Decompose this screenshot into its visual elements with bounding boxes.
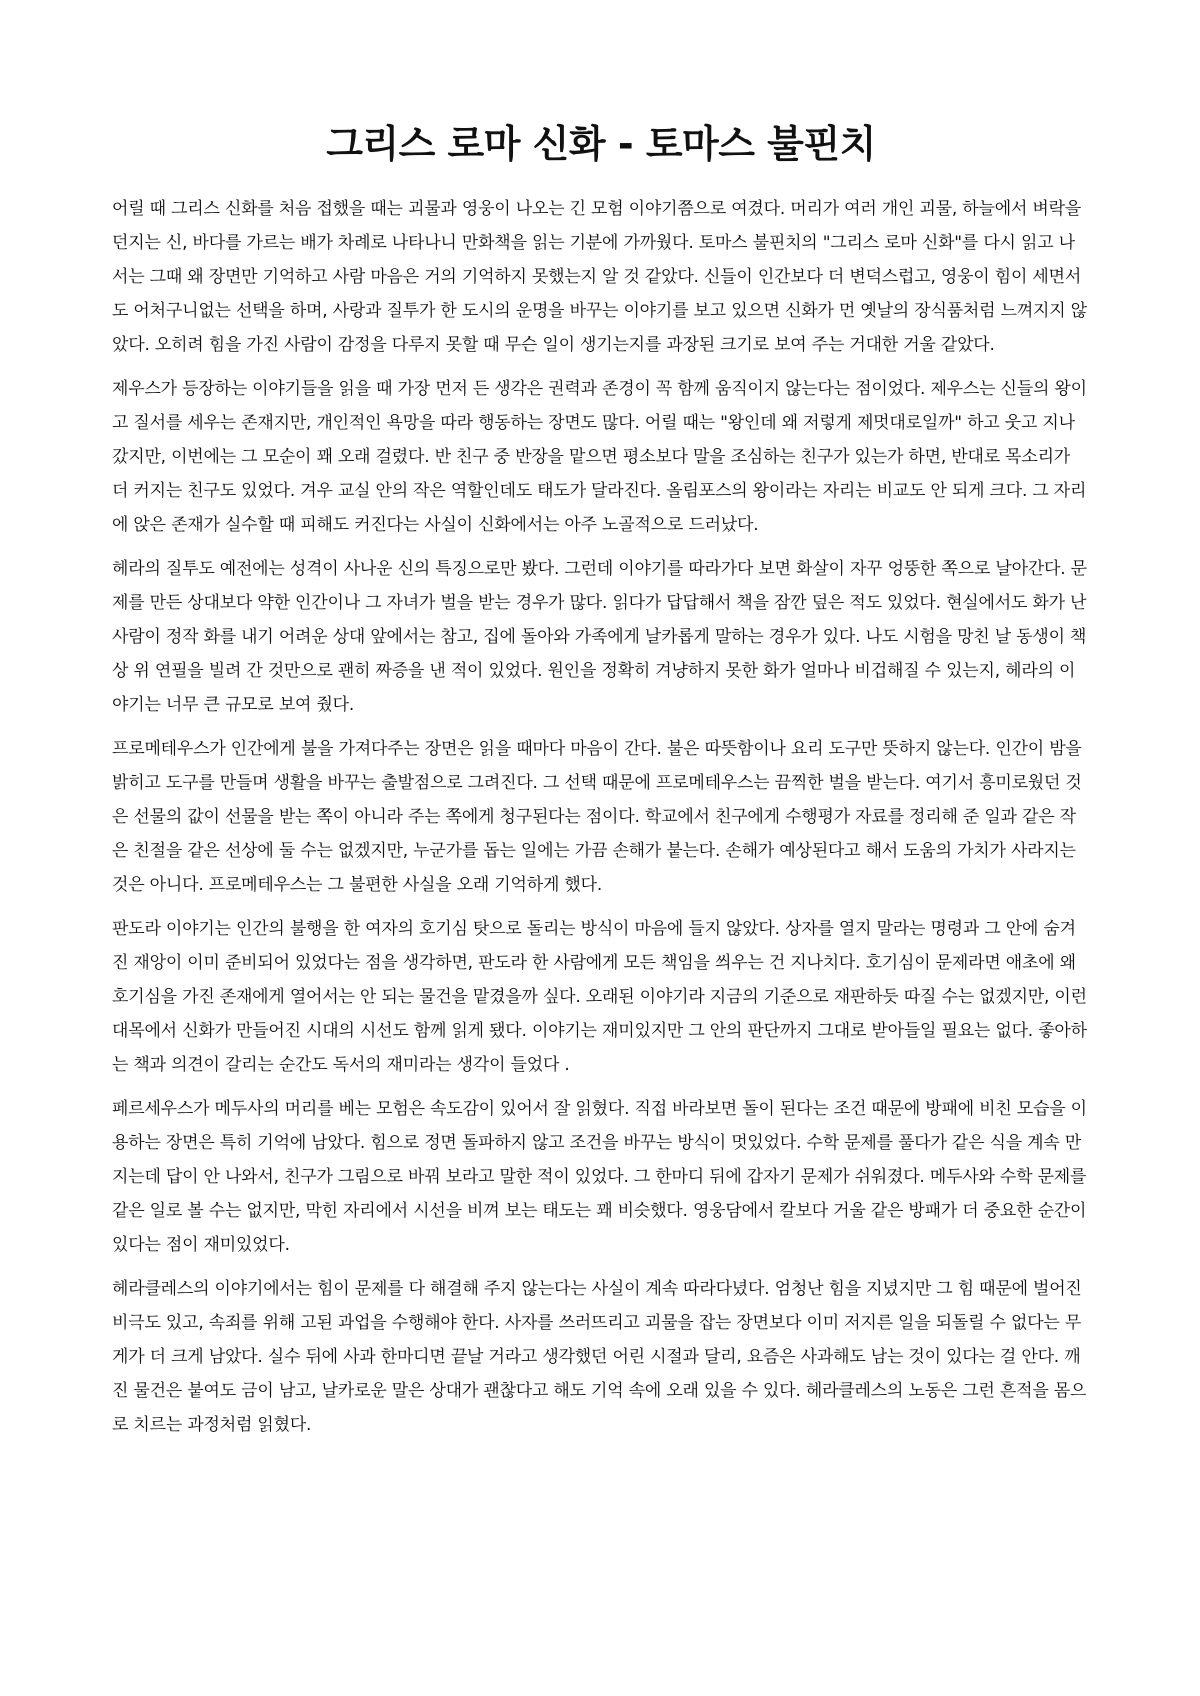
paragraph-1: 어릴 때 그리스 신화를 처음 접했을 때는 괴물과 영웅이 나오는 긴 모험 이야기쯤으로 여겼다. 머리가 여러 개인 괴물, 하늘에서 벼락을 던지는 신, 바다를 가르는 배가 차례로 나타나니 만화책을 읽는 기분에 가까웠다. 토마스 불핀치의 "그리스 로마 신화"를 다시 읽고 나서는 그때 왜 장면만 기억하고 사람 마음은 거의 기억하지 못했는지 알 것 같았다. 신들이 인간보다 더 변덕스럽고, 영웅이 힘이 세면서도 어처구니없는 선택을 하며, 사랑과 질투가 한 도시의 운명을 바꾸는 이야기를 보고 있으면 신화가 먼 옛날의 장식품처럼 느껴지지 않았다. 오히려 힘을 가진 사람이 감정을 다루지 못할 때 무슨 일이 생기는지를 과장된 크기로 보여 주는 거대한 거울 같았다. — [112, 199, 1087, 355]
paragraph-2: 제우스가 등장하는 이야기들을 읽을 때 가장 먼저 든 생각은 권력과 존경이 꼭 함께 움직이지 않는다는 점이었다. 제우스는 신들의 왕이고 질서를 세우는 존재지만, 개인적인 욕망을 따라 행동하는 장면도 많다. 어릴 때는 "왕인데 왜 저렇게 제멋대로일까" 하고 웃고 지나갔지만, 이번에는 그 모순이 꽤 오래 걸렸다. 반 친구 중 반장을 맡으면 평소보다 말을 조심하는 친구가 있는가 하면, 반대로 목소리가 더 커지는 친구도 있었다. 겨우 교실 안의 작은 역할인데도 태도가 달라진다. 올림포스의 왕이라는 자리는 비교도 안 되게 크다. 그 자리에 앉은 존재가 실수할 때 피해도 커진다는 사실이 신화에서는 아주 노골적으로 드러났다. — [112, 379, 1087, 535]
paragraph-5: 판도라 이야기는 인간의 불행을 한 여자의 호기심 탓으로 돌리는 방식이 마음에 들지 않았다. 상자를 열지 말라는 명령과 그 안에 숨겨진 재앙이 이미 준비되어 있었다는 점을 생각하면, 판도라 한 사람에게 모든 책임을 씌우는 건 지나치다. 호기심이 문제라면 애초에 왜 호기심을 가진 존재에게 열어서는 안 되는 물건을 맡겼을까 싶다. 오래된 이야기라 지금의 기준으로 재판하듯 따질 수는 없겠지만, 이런 대목에서 신화가 만들어진 시대의 시선도 함께 읽게 됐다. 이야기는 재미있지만 그 안의 판단까지 그대로 받아들일 필요는 없다. 좋아하는 책과 의견이 갈리는 순간도 독서의 재미라는 생각이 들었다 . — [112, 919, 1087, 1075]
paragraph-7: 헤라클레스의 이야기에서는 힘이 문제를 다 해결해 주지 않는다는 사실이 계속 따라다녔다. 엄청난 힘을 지녔지만 그 힘 때문에 벌어진 비극도 있고, 속죄를 위해 고된 과업을 수행해야 한다. 사자를 쓰러뜨리고 괴물을 잡는 장면보다 이미 저지른 일을 되돌릴 수 없다는 무게가 더 크게 남았다. 실수 뒤에 사과 한마디면 끝날 거라고 생각했던 어린 시절과 달리, 요즘은 사과해도 남는 것이 있다는 걸 안다. 깨진 물건은 붙여도 금이 남고, 날카로운 말은 상대가 괜찮다고 해도 기억 속에 오래 있을 수 있다. 헤라클레스의 노동은 그런 흔적을 몸으로 치르는 과정처럼 읽혔다. — [112, 1279, 1087, 1435]
paragraph-3: 헤라의 질투도 예전에는 성격이 사나운 신의 특징으로만 봤다. 그런데 이야기를 따라가다 보면 화살이 자꾸 엉뚱한 쪽으로 날아간다. 문제를 만든 상대보다 약한 인간이나 그 자녀가 벌을 받는 경우가 많다. 읽다가 답답해서 책을 잠깐 덮은 적도 있었다. 현실에서도 화가 난 사람이 정작 화를 내기 어려운 상대 앞에서는 참고, 집에 돌아와 가족에게 날카롭게 말하는 경우가 있다. 나도 시험을 망친 날 동생이 책상 위 연필을 빌려 간 것만으로 괜히 짜증을 낸 적이 있었다. 원인을 정확히 겨냥하지 못한 화가 얼마나 비겁해질 수 있는지, 헤라의 이야기는 너무 큰 규모로 보여 줬다. — [112, 559, 1087, 715]
paragraph-6: 페르세우스가 메두사의 머리를 베는 모험은 속도감이 있어서 잘 읽혔다. 직접 바라보면 돌이 된다는 조건 때문에 방패에 비친 모습을 이용하는 장면은 특히 기억에 남았다. 힘으로 정면 돌파하지 않고 조건을 바꾸는 방식이 멋있었다. 수학 문제를 풀다가 같은 식을 계속 만지는데 답이 안 나와서, 친구가 그림으로 바꿔 보라고 말한 적이 있었다. 그 한마디 뒤에 갑자기 문제가 쉬워졌다. 메두사와 수학 문제를 같은 일로 볼 수는 없지만, 막힌 자리에서 시선을 비껴 보는 태도는 꽤 비슷했다. 영웅담에서 칼보다 거울 같은 방패가 더 중요한 순간이 있다는 점이 재미있었다. — [112, 1099, 1087, 1255]
document-body — [112, 192, 1090, 1442]
paragraph-4: 프로메테우스가 인간에게 불을 가져다주는 장면은 읽을 때마다 마음이 간다. 불은 따뜻함이나 요리 도구만 뜻하지 않는다. 인간이 밤을 밝히고 도구를 만들며 생활을 바꾸는 출발점으로 그려진다. 그 선택 때문에 프로메테우스는 끔찍한 벌을 받는다. 여기서 흥미로웠던 것은 선물의 값이 선물을 받는 쪽이 아니라 주는 쪽에게 청구된다는 점이다. 학교에서 친구에게 수행평가 자료를 정리해 준 일과 같은 작은 친절을 같은 선상에 둘 수는 없겠지만, 누군가를 돕는 일에는 가끔 손해가 붙는다. 손해가 예상된다고 해서 도움의 가치가 사라지는 것은 아니다. 프로메테우스는 그 불편한 사실을 오래 기억하게 했다. — [112, 739, 1082, 895]
document-title: 그리스 로마 신화 - 토마스 불핀치 — [326, 122, 876, 166]
